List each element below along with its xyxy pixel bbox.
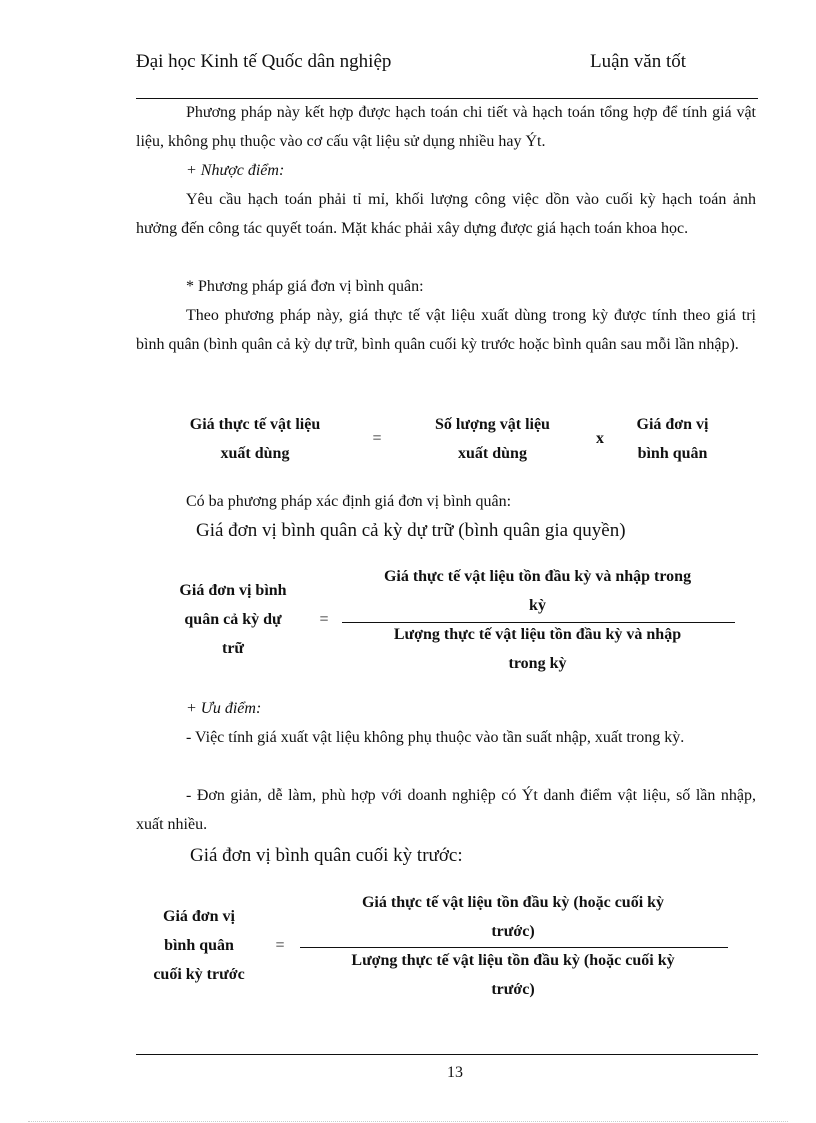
paragraph-5: - Việc tính giá xuất vật liệu không phụ thuộc vào tần suất nhập, xuất trong kỳ. <box>186 729 685 746</box>
page-edge-divider <box>28 1121 788 1122</box>
formula-2-denominator-line-1: Lượng thực tế vật liệu tồn đầu kỳ và nhập <box>393 626 682 643</box>
formula-3-numerator-line-2: trước) <box>491 923 535 940</box>
formula-1-rhs-line-2: bình quân <box>637 445 708 462</box>
formula-2-numerator-line-2: kỳ <box>529 597 546 614</box>
header-right-title: Luận văn tốt <box>590 51 687 72</box>
formula-3-numerator-line-1: Giá thực tế vật liệu tồn đầu kỳ (hoặc cuối kỳ <box>361 894 665 911</box>
subheading-1: Giá đơn vị bình quân cả kỳ dự trữ (bình quân gia quyền) <box>196 520 626 541</box>
method-title: * Phương pháp giá đơn vị bình quân: <box>186 278 424 295</box>
footer-rule <box>136 1054 758 1055</box>
formula-1-mid-line-2: xuất dùng <box>458 445 527 462</box>
uu-diem-label: + Ưu điểm: <box>186 700 262 717</box>
subheading-2: Giá đơn vị bình quân cuối kỳ trước: <box>190 845 463 866</box>
formula-2-lhs-line-2: quân cả kỳ dự <box>184 611 282 628</box>
paragraph-2: Yêu cầu hạch toán phải tỉ mỉ, khối lượng công việc dồn vào cuối kỳ hạch toán ảnh hưởng đến công tác quyết toán. Mặt khác phải xây dựng được giá hạch toán khoa học. <box>136 191 756 237</box>
paragraph-1: Phương pháp này kết hợp được hạch toán chi tiết và hạch toán tổng hợp để tính giá vật liệu, không phụ thuộc vào cơ cấu vật liệu sử dụng nhiều hay Ýt. <box>136 104 756 150</box>
paragraph-3: Theo phương pháp này, giá thực tế vật liệu xuất dùng trong kỳ được tính theo giá trị bình quân (bình quân cả kỳ dự trữ, bình quân cuối kỳ trước hoặc bình quân sau mỗi lần nhập). <box>136 307 756 353</box>
header-left-title: Đại học Kinh tế Quốc dân nghiệp <box>136 51 392 72</box>
formula-2-lhs-line-1: Giá đơn vị bình <box>179 582 287 599</box>
formula-3-lhs-line-3: cuối kỳ trước <box>153 966 245 983</box>
page-number: 13 <box>447 1064 463 1081</box>
formula-3-lhs-line-1: Giá đơn vị <box>163 908 235 925</box>
formula-2-denominator-line-2: trong kỳ <box>508 655 567 672</box>
formula-1-lhs-line-2: xuất dùng <box>220 445 290 462</box>
formula-1-lhs-line-1: Giá thực tế vật liệu <box>189 416 321 433</box>
formula-3-equals: = <box>275 937 285 954</box>
formula-3-denominator-line-1: Lượng thực tế vật liệu tồn đầu kỳ (hoặc cuối kỳ <box>351 952 675 969</box>
formula-3-lhs-line-2: bình quân <box>164 937 234 954</box>
paragraph-4: Có ba phương pháp xác định giá đơn vị bình quân: <box>186 493 512 510</box>
formula-2-lhs-line-3: trữ <box>221 640 245 657</box>
formula-1-equals: = <box>372 430 382 447</box>
formula-1-rhs-line-1: Giá đơn vị <box>636 416 709 433</box>
formula-1-times: x <box>596 430 604 447</box>
paragraph-6: - Đơn giản, dễ làm, phù hợp với doanh nghiệp có Ýt danh điểm vật liệu, số lần nhập, xuất nhiều. <box>136 787 756 833</box>
formula-2-numerator-line-1: Giá thực tế vật liệu tồn đầu kỳ và nhập trong <box>383 568 692 585</box>
nhuoc-diem-label: + Nhược điểm: <box>186 162 285 179</box>
formula-2-equals: = <box>319 611 329 628</box>
formula-3-denominator-line-2: trước) <box>491 981 535 998</box>
formula-1-mid-line-1: Số lượng vật liệu <box>435 416 550 433</box>
